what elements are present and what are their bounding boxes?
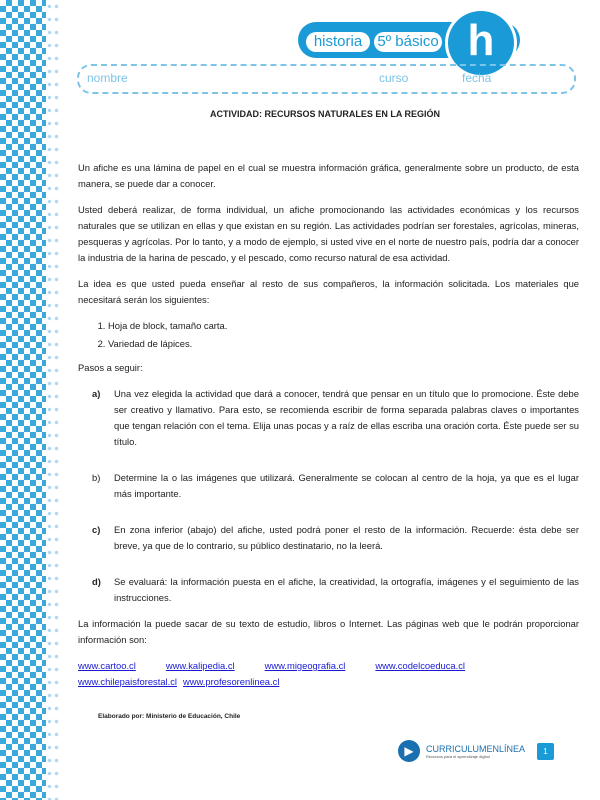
date-field[interactable]: fecha <box>462 71 492 85</box>
student-info-row <box>77 64 576 94</box>
page-number: 1 <box>537 743 554 760</box>
sources-paragraph: La información la puede sacar de su texto de estudio, libros o Internet. Las páginas web que le podrán proporcionar información son: <box>78 618 579 645</box>
step-a <box>92 386 579 450</box>
step-text: En zona inferior (abajo) del afiche, usted podrá poner el resto de la información. Recuerde: ésta debe ser breve, ya que de lo contrario, su público destinatario, no la leerá. <box>114 524 579 551</box>
links-list <box>78 658 579 690</box>
link[interactable]: www.kalipedia.cl <box>165 660 235 671</box>
link[interactable]: www.codelcoeduca.cl <box>375 660 466 671</box>
step-text: Se evaluará: la información puesta en el afiche, la creatividad, la ortografía, imágenes y el seguimiento de las instrucciones. <box>114 576 579 603</box>
link[interactable]: www.chilepaisforestal.cl <box>78 676 177 687</box>
step-label: c) <box>92 524 101 535</box>
curriculum-logo <box>398 740 525 762</box>
step-d <box>92 574 579 606</box>
step-text: Determine la o las imágenes que utilizará. Generalmente se colocan al centro de la hoja, ya que es el lugar más importante. <box>114 472 579 499</box>
decorative-border <box>0 0 46 800</box>
step-label: a) <box>92 388 101 399</box>
page-title: ACTIVIDAD: RECURSOS NATURALES EN LA REGIÓN <box>209 109 440 119</box>
logo-text: CURRICULUMENLÍNEA <box>426 743 526 754</box>
decorative-dots <box>46 0 60 800</box>
play-arrow-icon: ▶ <box>398 740 420 762</box>
step-label: d) <box>92 576 101 587</box>
subject-badge: h <box>445 8 517 78</box>
link[interactable]: www.profesorenlinea.cl <box>183 676 280 687</box>
name-field[interactable]: nombre <box>87 71 128 85</box>
link[interactable]: www.migeografia.cl <box>264 660 346 671</box>
step-c <box>92 522 579 554</box>
paragraph: Usted deberá realizar, de forma individual, un afiche promocionando las actividades económicas y los recursos naturales que se utilizan en ellas y que existan en su región. Las actividades podrían ser forestales, agrícolas, mineras, pesqueras y agrícolas. Por lo tanto, y a modo de ejemplo, si usted vive en el norte de nuestro país, podría dar a conocer la industria de la harina de pescado, y el pescado, como recurso natural de esa actividad. <box>78 204 579 263</box>
step-label: b) <box>92 472 101 483</box>
document-body <box>78 160 579 690</box>
subject-label: historia <box>306 32 370 52</box>
logo-subtitle: Recursos para el aprendizaje digital <box>426 753 490 759</box>
grade-label: 5º básico <box>374 32 442 52</box>
paragraph: La idea es que usted pueda enseñar al resto de sus compañeros, la información solicitada. Los materiales que necesitará serán los siguientes: <box>78 278 579 305</box>
step-b <box>92 470 579 502</box>
list-item: 1. Hoja de block, tamaño carta. <box>108 318 579 334</box>
step-text: Una vez elegida la actividad que dará a conocer, tendrá que pensar en un título que lo promocione. Éste debe ser creativo y llamativo. Para esto, se recomienda escribir de forma separada palabras claves o importantes que tengan relación con el tema. Elija unas pocas y a raíz de ellas escriba una oración corta. Éste puede ser su título. <box>114 388 579 447</box>
link[interactable]: www.cartoo.cl <box>78 660 136 671</box>
course-field[interactable]: curso <box>379 71 409 85</box>
list-item: 2. Variedad de lápices. <box>108 336 579 352</box>
paragraph: Un afiche es una lámina de papel en el cual se muestra información gráfica, generalmente sobre un producto, de esta manera, se puede dar a conocer. <box>78 162 579 189</box>
steps-heading: Pasos a seguir: <box>78 362 143 373</box>
credit-text: Elaborado por: Ministerio de Educación, Chile <box>98 713 241 720</box>
materials-list <box>78 318 579 352</box>
